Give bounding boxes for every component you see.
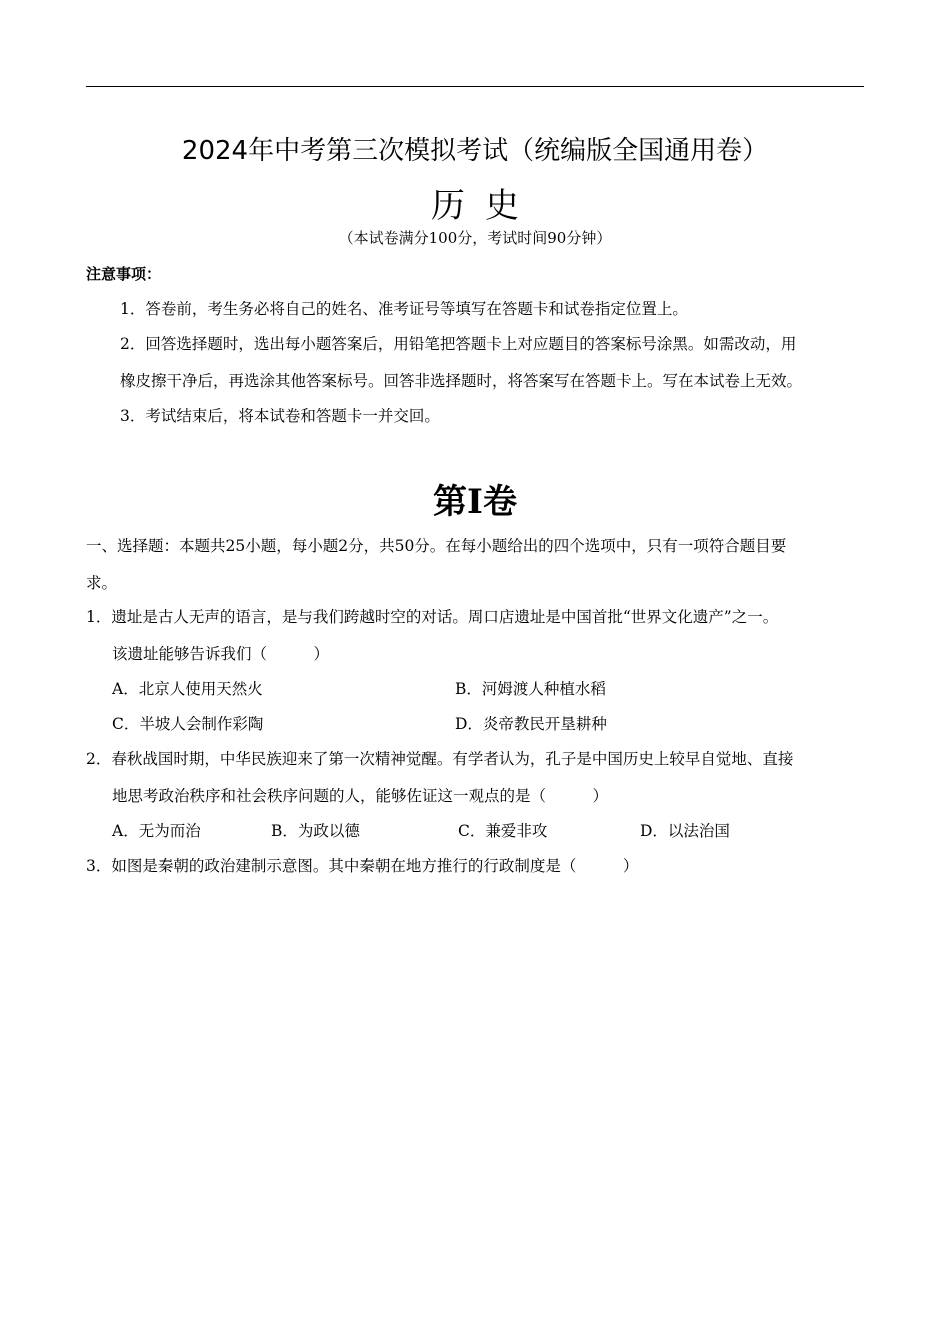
exam-info: （本试卷满分100分，考试时间90分钟） (338, 229, 612, 247)
question-1-stem-cont: 该遗址能够告诉我们（ ） (112, 645, 330, 663)
section-instructions-cont: 求。 (86, 574, 118, 592)
question-1-option-c[interactable]: C．半坡人会制作彩陶 (112, 715, 264, 733)
question-2-stem: 2．春秋战国时期，中华民族迎来了第一次精神觉醒。有学者认为，孔子是中国历史上较早自觉地、直接 (86, 750, 794, 768)
question-1-option-b[interactable]: B．河姆渡人种植水稻 (455, 680, 606, 698)
question-1-option-a[interactable]: A．北京人使用天然火 (112, 680, 263, 698)
notice-item: 1．答卷前，考生务必将自己的姓名、准考证号等填写在答题卡和试卷指定位置上。 (120, 300, 688, 318)
question-2-option-d[interactable]: D．以法治国 (640, 822, 730, 840)
exam-title: 2024年中考第三次模拟考试（统编版全国通用卷） (181, 136, 769, 166)
question-2-stem-cont: 地思考政治秩序和社会秩序问题的人，能够佐证这一观点的是（ ） (112, 787, 609, 805)
header-rule (86, 86, 864, 87)
volume-title: 第I卷 (433, 482, 517, 522)
question-1-option-d[interactable]: D．炎帝教民开垦耕种 (455, 715, 607, 733)
question-2-option-a[interactable]: A．无为而治 (112, 822, 201, 840)
notice-item: 3．考试结束后，将本试卷和答题卡一并交回。 (120, 407, 440, 425)
subject-title: 历史 (431, 186, 539, 226)
section-instructions: 一、选择题：本题共25小题，每小题2分，共50分。在每小题给出的四个选项中，只有一项符合题目要 (86, 537, 787, 555)
question-3-stem: 3．如图是秦朝的政治建制示意图。其中秦朝在地方推行的行政制度是（ ） (86, 857, 639, 875)
notice-item: 橡皮擦干净后，再选涂其他答案标号。回答非选择题时，将答案写在答题卡上。写在本试卷上无效。 (120, 372, 803, 390)
question-2-option-b[interactable]: B．为政以德 (271, 822, 360, 840)
notice-item: 2．回答选择题时，选出每小题答案后，用铅笔把答题卡上对应题目的答案标号涂黑。如需改动，用 (120, 335, 797, 353)
notice-heading: 注意事项： (86, 265, 162, 283)
question-2-option-c[interactable]: C．兼爱非攻 (458, 822, 548, 840)
question-1-stem: 1．遗址是古人无声的语言，是与我们跨越时空的对话。周口店遗址是中国首批“世界文化遗产”之一。 (86, 608, 779, 626)
